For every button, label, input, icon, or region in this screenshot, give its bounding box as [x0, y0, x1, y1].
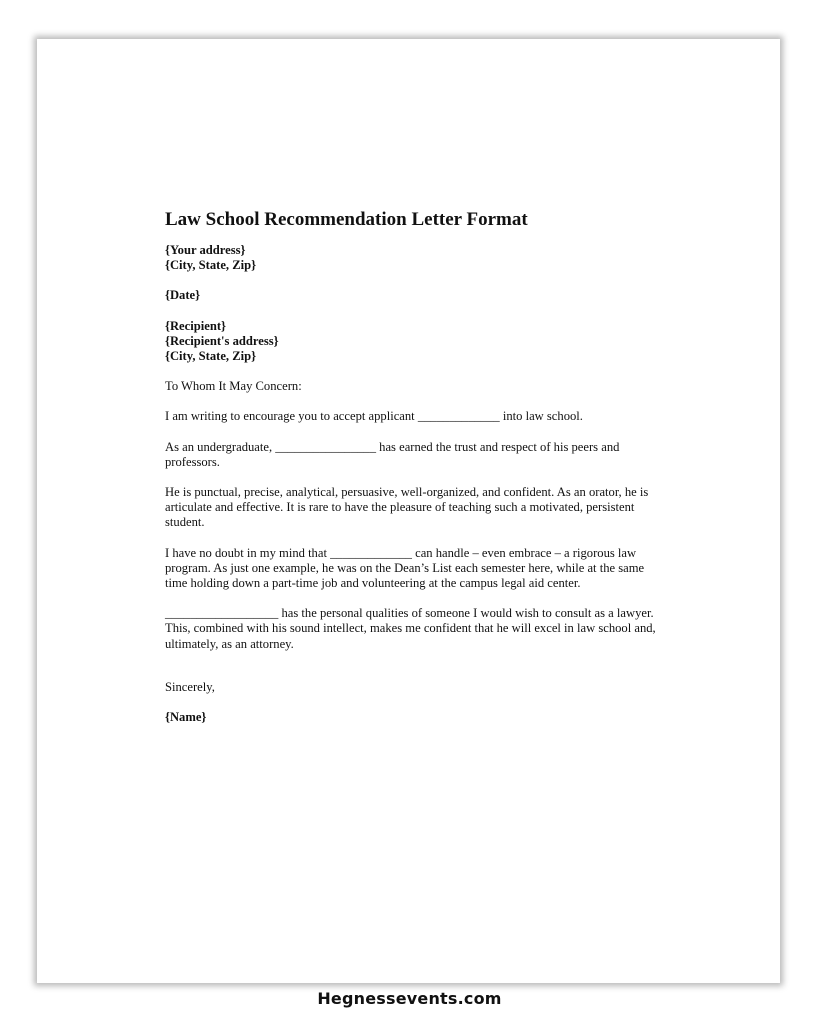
document-title: Law School Recommendation Letter Format — [165, 209, 528, 230]
sender-block — [165, 243, 665, 273]
date-block — [165, 288, 665, 303]
paragraph-2: As an undergraduate, ________________ has earned the trust and respect of his peers and professors. — [165, 439, 620, 469]
document-page — [37, 39, 780, 983]
paragraph-5: __________________ has the personal qualities of someone I would wish to consult as a lawyer. This, combined with his sound intellect, makes me confident that he will excel in law school and, ultimately, as an attorney. — [165, 606, 656, 651]
signature-name: {Name} — [165, 710, 207, 725]
salutation: To Whom It May Concern: — [165, 379, 302, 394]
sender-address: {Your address} — [165, 243, 246, 257]
paragraph-3: He is punctual, precise, analytical, persuasive, well-organized, and confident. As an orator, he is articulate and effective. It is rare to have the pleasure of teaching such a motivated, persistent student. — [165, 485, 649, 530]
paragraph-1: I am writing to encourage you to accept applicant _____________ into law school. — [165, 409, 583, 424]
watermark-text: Hegnessevents.com — [317, 989, 502, 1008]
closing: Sincerely, — [165, 679, 215, 694]
recipient-address: {Recipient's address} — [165, 333, 279, 348]
letter-body — [165, 209, 665, 725]
recipient-name: {Recipient} — [165, 318, 226, 333]
letter-date: {Date} — [165, 288, 201, 303]
recipient-city-state-zip: {City, State, Zip} — [165, 349, 257, 364]
sender-city-state-zip: {City, State, Zip} — [165, 258, 257, 273]
paragraph-4: I have no doubt in my mind that _____________ can handle – even embrace – a rigorous law program. As just one example, he was on the Dean’s List each semester here, while at the same time holding down a part-time job and volunteering at the campus legal aid center. — [165, 545, 645, 591]
recipient-block — [165, 319, 665, 365]
